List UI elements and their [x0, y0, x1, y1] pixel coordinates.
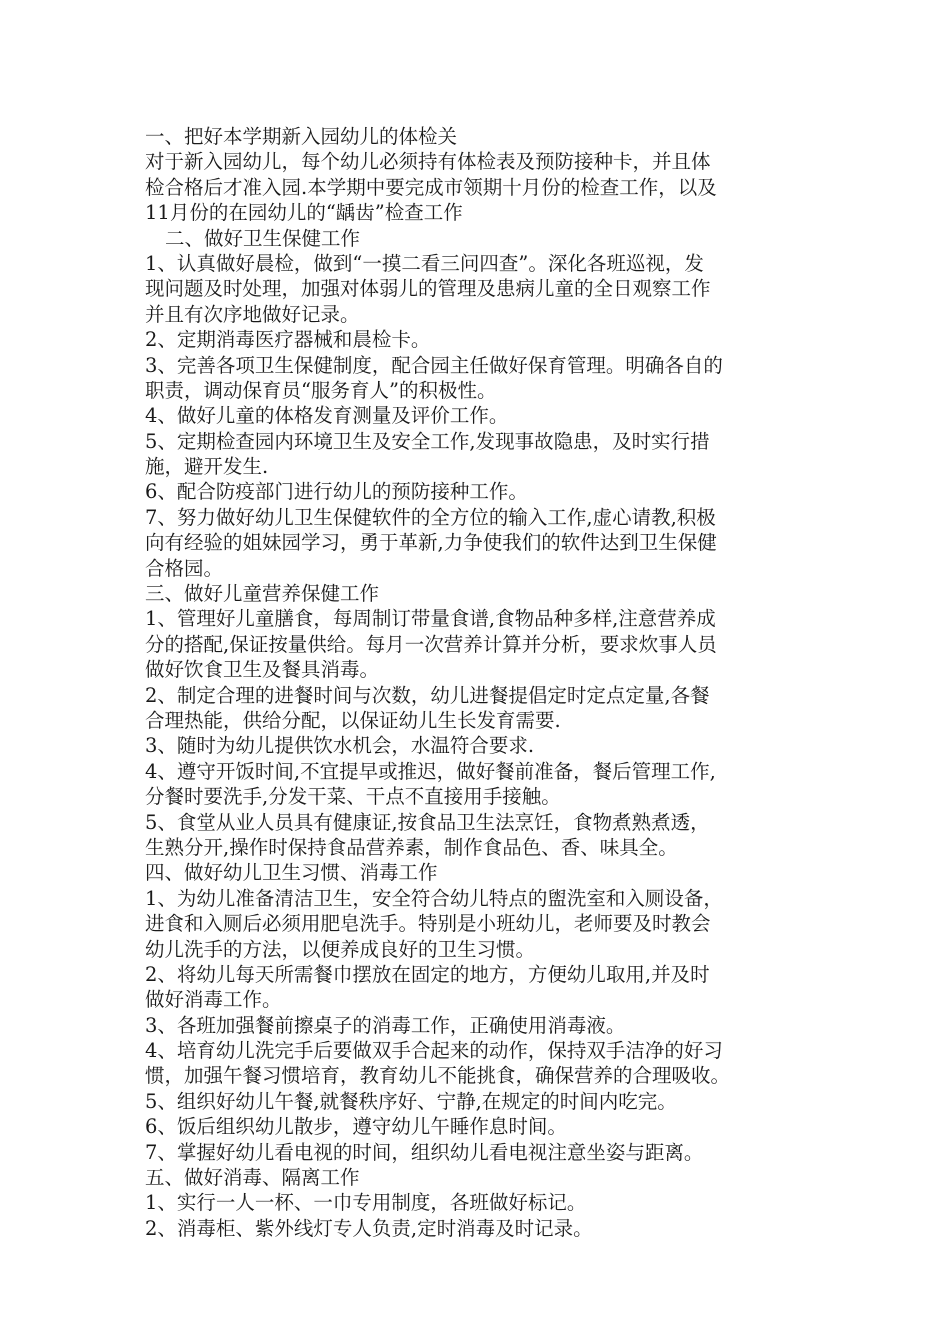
paragraph-line: 并且有次序地做好记录。 — [145, 302, 360, 326]
paragraph-line: 分的搭配,保证按量供给。每月一次营养计算并分析，要求炊事人员 — [145, 632, 717, 656]
paragraph-line: 6、配合防疫部门进行幼儿的预防接种工作。 — [145, 480, 528, 504]
paragraph-line: 做好饮食卫生及餐具消毒。 — [145, 658, 380, 682]
paragraph-line: 3、完善各项卫生保健制度，配合园主任做好保育管理。明确各自的 — [145, 353, 723, 377]
paragraph-line: 向有经验的姐妹园学习，勇于革新,力争使我们的软件达到卫生保健 — [145, 531, 717, 555]
paragraph-line: 1、管理好儿童膳食，每周制订带量食谱,食物品种多样,注意营养成 — [145, 607, 716, 631]
paragraph-line: 现问题及时处理，加强对体弱儿的管理及患病儿童的全日观察工作 — [145, 277, 711, 301]
paragraph-line: 3、各班加强餐前擦桌子的消毒工作，正确使用消毒液。 — [145, 1013, 626, 1037]
document-body — [145, 124, 813, 1241]
paragraph-line: 1、为幼儿准备清洁卫生，安全符合幼儿特点的盥洗室和入厕设备， — [145, 886, 723, 910]
paragraph-line: 检合格后才准入园.本学期中要完成市领期十月份的检查工作，以及 — [145, 175, 717, 199]
paragraph-line: 分餐时要洗手,分发干菜、干点不直接用手接触。 — [145, 785, 561, 809]
paragraph-line: 职责，调动保育员“服务育人”的积极性。 — [145, 378, 497, 402]
section-heading-3: 三、做好儿童营养保健工作 — [145, 582, 380, 606]
paragraph-line: 施，避开发生. — [145, 455, 269, 479]
section-heading-2: 二、做好卫生保健工作 — [165, 226, 361, 250]
paragraph-line: 1、实行一人一杯、一巾专用制度，各班做好标记。 — [145, 1191, 587, 1215]
paragraph-line: 幼儿洗手的方法，以便养成良好的卫生习惯。 — [145, 937, 536, 961]
paragraph-line: 进食和入厕后必须用肥皂洗手。特别是小班幼儿，老师要及时教会 — [145, 912, 711, 936]
paragraph-line: 2、消毒柜、紫外线灯专人负责,定时消毒及时记录。 — [145, 1216, 593, 1240]
paragraph-line: 生熟分开,操作时保持食品营养素，制作食品色、香、味具全。 — [145, 835, 678, 859]
paragraph-line: 4、做好儿童的体格发育测量及评价工作。 — [145, 404, 509, 428]
paragraph-line: 惯，加强午餐习惯培育，教育幼儿不能挑食，确保营养的合理吸收。 — [145, 1064, 731, 1088]
paragraph-line: 合格园。 — [145, 556, 224, 580]
paragraph-line: 合理热能，供给分配，以保证幼儿生长发育需要. — [145, 708, 561, 732]
paragraph-line: 做好消毒工作。 — [145, 988, 282, 1012]
paragraph-line: 7、掌握好幼儿看电视的时间，组织幼儿看电视注意坐姿与距离。 — [145, 1140, 704, 1164]
paragraph-line: 2、定期消毒医疗器械和晨检卡。 — [145, 328, 431, 352]
paragraph-line: 6、饭后组织幼儿散步，遵守幼儿午睡作息时间。 — [145, 1115, 567, 1139]
paragraph-line: 2、将幼儿每天所需餐巾摆放在固定的地方，方便幼儿取用,并及时 — [145, 962, 710, 986]
paragraph-line: 1、认真做好晨检，做到“一摸二看三问四查”。深化各班巡视，发 — [145, 251, 704, 275]
paragraph-line: 4、培育幼儿洗完手后要做双手合起来的动作，保持双手洁净的好习 — [145, 1039, 723, 1063]
paragraph-line: 5、组织好幼儿午餐,就餐秩序好、宁静,在规定的时间内吃完。 — [145, 1089, 677, 1113]
paragraph-line: 3、随时为幼儿提供饮水机会，水温符合要求. — [145, 734, 535, 758]
paragraph-line: 2、制定合理的进餐时间与次数，幼儿进餐提倡定时定点定量,各餐 — [145, 683, 710, 707]
paragraph-line: 7、努力做好幼儿卫生保健软件的全方位的输入工作,虚心请教,积极 — [145, 505, 716, 529]
section-heading-4: 四、做好幼儿卫生习惯、消毒工作 — [145, 861, 438, 885]
section-heading-5: 五、做好消毒、隔离工作 — [145, 1166, 360, 1190]
section-heading-1: 一、把好本学期新入园幼儿的体检关 — [145, 125, 458, 148]
paragraph-line: 5、食堂从业人员具有健康证,按食品卫生法烹饪，食物煮熟煮透， — [145, 810, 710, 834]
paragraph-line: 4、遵守开饭时间,不宜提早或推迟，做好餐前准备，餐后管理工作, — [145, 759, 716, 783]
paragraph-line: 11月份的在园幼儿的“龋齿”检查工作 — [145, 201, 463, 225]
paragraph-line: 对于新入园幼儿，每个幼儿必须持有体检表及预防接种卡，并且体 — [145, 150, 711, 174]
paragraph-line: 5、定期检查园内环境卫生及安全工作,发现事故隐患，及时实行措 — [145, 429, 710, 453]
